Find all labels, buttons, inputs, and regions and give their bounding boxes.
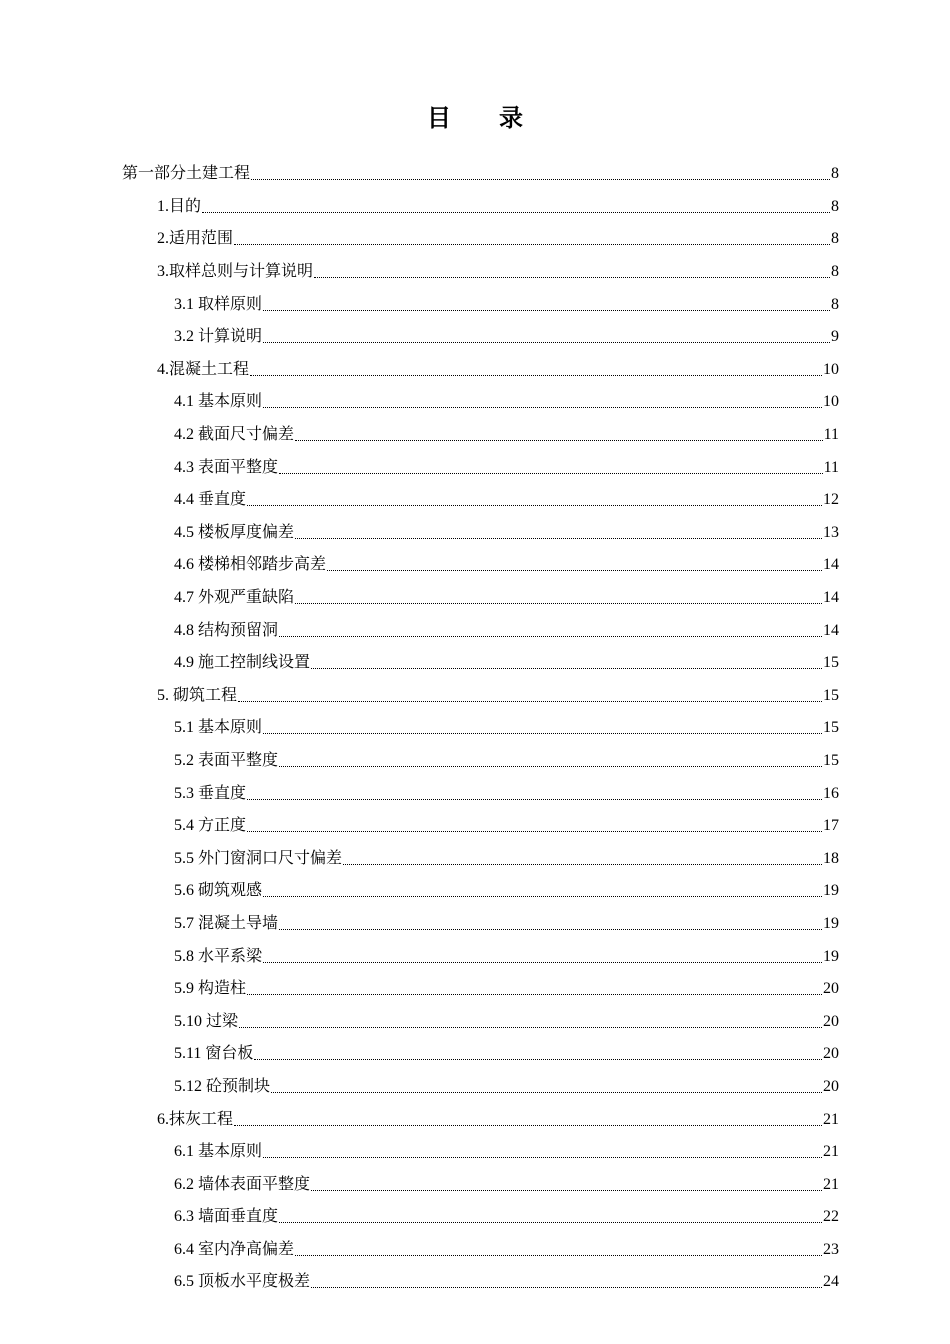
toc-entry[interactable]: [0, 777, 950, 810]
dot-leader: [311, 1286, 822, 1288]
dot-leader: [279, 1221, 822, 1223]
dot-leader: [263, 309, 830, 311]
toc-entry[interactable]: [0, 517, 950, 550]
dot-leader: [311, 1189, 822, 1191]
toc-entry[interactable]: [0, 1038, 950, 1071]
toc-entry-page-number: 14: [823, 589, 839, 607]
dot-leader: [271, 1091, 822, 1093]
toc-entry-label: 第一部分土建工程: [122, 165, 251, 183]
toc-entry-label: 4.8 结构预留洞: [174, 621, 279, 639]
dot-leader: [250, 374, 822, 376]
toc-entry[interactable]: [0, 1168, 950, 1201]
toc-entry-label: 5.1 基本原则: [174, 719, 263, 737]
toc-entry-label: 4.4 垂直度: [174, 491, 247, 509]
toc-entry-label: 5.8 水平系梁: [174, 947, 263, 965]
toc-entry-label: 4.1 基本原则: [174, 393, 263, 411]
toc-entry[interactable]: [0, 1201, 950, 1234]
toc-entry-label: 5.9 构造柱: [174, 980, 247, 998]
dot-leader: [234, 243, 830, 245]
toc-entry-page-number: 19: [823, 914, 839, 932]
dot-leader: [295, 537, 822, 539]
dot-leader: [263, 341, 830, 343]
toc-entry-page-number: 20: [823, 1077, 839, 1095]
toc-entry-page-number: 20: [823, 1012, 839, 1030]
toc-entry-label: 5.10 过梁: [174, 1012, 239, 1030]
dot-leader: [247, 993, 822, 995]
dot-leader: [239, 1026, 822, 1028]
toc-entry-label: 6.2 墙体表面平整度: [174, 1175, 311, 1193]
toc-entry[interactable]: [0, 1103, 950, 1136]
toc-entry-page-number: 21: [823, 1143, 839, 1161]
toc-entry-page-number: 15: [823, 686, 839, 704]
toc-entry-label: 1.目的: [157, 197, 202, 215]
toc-entry-label: 5.2 表面平整度: [174, 751, 279, 769]
toc-entry[interactable]: [0, 321, 950, 354]
dot-leader: [343, 863, 822, 865]
toc-entry[interactable]: [0, 680, 950, 713]
toc-entry-page-number: 14: [823, 621, 839, 639]
toc-entry-page-number: 22: [823, 1208, 839, 1226]
toc-entry-label: 4.5 楼板厚度偏差: [174, 523, 295, 541]
dot-leader: [202, 211, 830, 213]
dot-leader: [263, 406, 822, 408]
toc-entry-label: 4.2 截面尺寸偏差: [174, 426, 295, 444]
toc-entry-label: 6.5 顶板水平度极差: [174, 1273, 311, 1291]
toc-entry-page-number: 9: [831, 328, 839, 346]
toc-entry[interactable]: [0, 1136, 950, 1169]
dot-leader: [279, 928, 822, 930]
toc-entry-label: 5.4 方正度: [174, 817, 247, 835]
toc-entry-page-number: 15: [823, 751, 839, 769]
toc-entry-page-number: 10: [823, 393, 839, 411]
toc-entry-label: 4.9 施工控制线设置: [174, 654, 311, 672]
toc-entry-label: 6.4 室内净高偏差: [174, 1240, 295, 1258]
toc-entry-label: 5.7 混凝土导墙: [174, 914, 279, 932]
dot-leader: [327, 569, 822, 571]
dot-leader: [254, 1058, 822, 1060]
toc-entry-page-number: 19: [823, 882, 839, 900]
toc-entry-page-number: 8: [831, 295, 839, 313]
dot-leader: [263, 961, 822, 963]
toc-entry[interactable]: [0, 223, 950, 256]
toc-entry[interactable]: [0, 745, 950, 778]
toc-entry-page-number: 13: [823, 523, 839, 541]
dot-leader: [279, 635, 822, 637]
toc-entry-label: 2.适用范围: [157, 230, 234, 248]
toc-entry[interactable]: [0, 842, 950, 875]
toc-entry-page-number: 17: [823, 817, 839, 835]
dot-leader: [279, 472, 823, 474]
toc-entry-label: 6.1 基本原则: [174, 1143, 263, 1161]
toc-entry-page-number: 8: [831, 197, 839, 215]
toc-entry[interactable]: [0, 256, 950, 289]
toc-entry-label: 5.5 外门窗洞口尺寸偏差: [174, 849, 343, 867]
toc-entry[interactable]: [0, 451, 950, 484]
toc-entry-label: 4.混凝土工程: [157, 360, 250, 378]
toc-entry[interactable]: [0, 973, 950, 1006]
toc-entry[interactable]: [0, 810, 950, 843]
toc-entry-page-number: 8: [831, 165, 839, 183]
toc-entry[interactable]: [0, 191, 950, 224]
toc-entry-label: 4.7 外观严重缺陷: [174, 589, 295, 607]
dot-leader: [295, 439, 823, 441]
toc-entry[interactable]: [0, 288, 950, 321]
toc-entry-page-number: 11: [823, 426, 839, 444]
toc-entry-page-number: 15: [823, 654, 839, 672]
title-char-2: 录: [499, 106, 523, 132]
toc-entry-label: 3.1 取样原则: [174, 295, 263, 313]
toc-entry[interactable]: [0, 647, 950, 680]
dot-leader: [314, 276, 830, 278]
toc-entry[interactable]: [0, 484, 950, 517]
toc-entry-label: 4.6 楼梯相邻踏步高差: [174, 556, 327, 574]
toc-entry-page-number: 21: [823, 1175, 839, 1193]
toc-entry-page-number: 21: [823, 1110, 839, 1128]
toc-entry-page-number: 20: [823, 980, 839, 998]
toc-entry-label: 5.6 砌筑观感: [174, 882, 263, 900]
toc-entry-page-number: 15: [823, 719, 839, 737]
dot-leader: [238, 700, 822, 702]
table-of-contents: [0, 158, 950, 1299]
dot-leader: [295, 602, 822, 604]
toc-entry-page-number: 8: [831, 263, 839, 281]
toc-entry-page-number: 8: [831, 230, 839, 248]
toc-entry-label: 4.3 表面平整度: [174, 458, 279, 476]
dot-leader: [279, 765, 822, 767]
dot-leader: [247, 830, 822, 832]
toc-entry[interactable]: [0, 386, 950, 419]
page-title: [0, 98, 950, 133]
dot-leader: [263, 895, 822, 897]
dot-leader: [263, 1156, 822, 1158]
toc-entry-page-number: 20: [823, 1045, 839, 1063]
toc-entry-label: 5.12 砼预制块: [174, 1077, 271, 1095]
toc-entry[interactable]: [0, 712, 950, 745]
toc-entry-page-number: 24: [823, 1273, 839, 1291]
dot-leader: [311, 667, 822, 669]
toc-entry[interactable]: [0, 419, 950, 452]
title-char-1: 目: [427, 106, 451, 132]
toc-entry[interactable]: [0, 1005, 950, 1038]
toc-entry[interactable]: [0, 1234, 950, 1267]
toc-entry[interactable]: [0, 354, 950, 387]
toc-entry-page-number: 19: [823, 947, 839, 965]
toc-entry-label: 3.2 计算说明: [174, 328, 263, 346]
toc-entry[interactable]: [0, 614, 950, 647]
toc-entry[interactable]: [0, 940, 950, 973]
toc-entry[interactable]: [0, 875, 950, 908]
toc-entry[interactable]: [0, 908, 950, 941]
toc-entry[interactable]: [0, 1266, 950, 1299]
toc-entry-label: 6.抹灰工程: [157, 1110, 234, 1128]
dot-leader: [251, 178, 830, 180]
toc-entry-page-number: 10: [823, 360, 839, 378]
toc-entry-label: 6.3 墙面垂直度: [174, 1208, 279, 1226]
dot-leader: [247, 798, 822, 800]
toc-entry-page-number: 12: [823, 491, 839, 509]
dot-leader: [247, 504, 822, 506]
toc-entry[interactable]: [0, 158, 950, 191]
toc-entry-page-number: 23: [823, 1240, 839, 1258]
toc-entry[interactable]: [0, 549, 950, 582]
dot-leader: [263, 732, 822, 734]
dot-leader: [234, 1124, 822, 1126]
toc-entry-page-number: 18: [823, 849, 839, 867]
toc-entry-label: 5.3 垂直度: [174, 784, 247, 802]
dot-leader: [295, 1254, 822, 1256]
toc-entry-page-number: 16: [823, 784, 839, 802]
toc-entry-label: 5.11 窗台板: [174, 1045, 254, 1063]
toc-entry-label: 5. 砌筑工程: [157, 686, 238, 704]
toc-entry-label: 3.取样总则与计算说明: [157, 263, 314, 281]
toc-entry[interactable]: [0, 1071, 950, 1104]
toc-entry-page-number: 11: [823, 458, 839, 476]
toc-entry[interactable]: [0, 582, 950, 615]
toc-entry-page-number: 14: [823, 556, 839, 574]
